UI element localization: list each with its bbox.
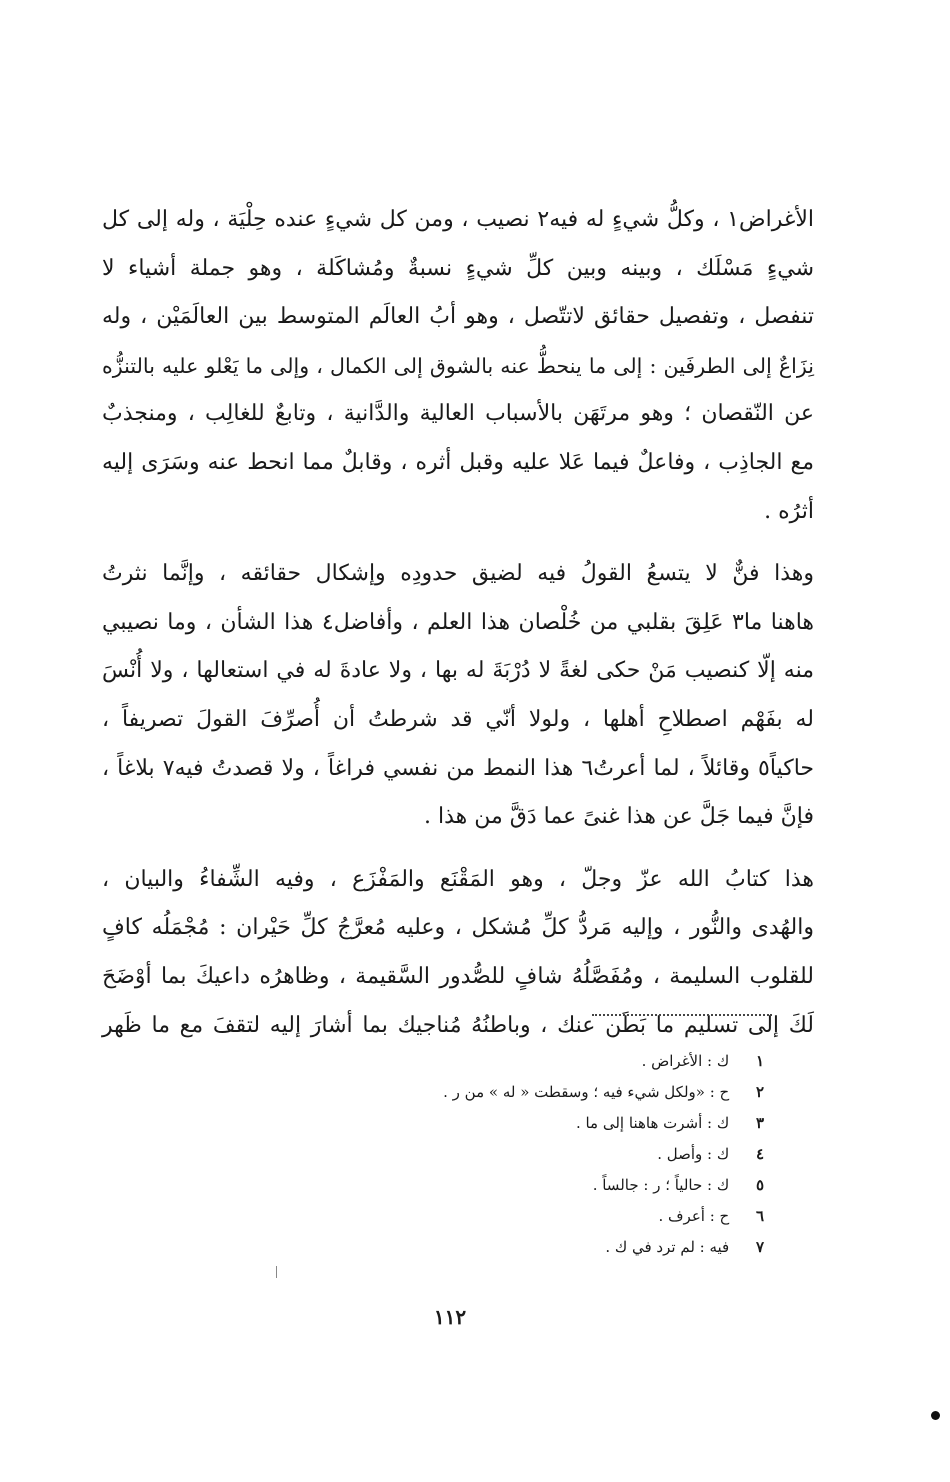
text-line: هذا كتابُ الله عزّ وجلّ ، وهو المَقْنَع والمَفْزَع ، وفيه الشِّفاءُ والبيان ، bbox=[102, 866, 814, 892]
footnote-number: ٦ bbox=[755, 1207, 764, 1225]
text-line: شيءٍ مَسْلَك ، وبينه وبين كلِّ شيءٍ نسبةٌ ومُشاكَلة ، وهو جملة أشياء لا bbox=[102, 255, 814, 281]
footnote-number: ١ bbox=[755, 1052, 764, 1070]
footnote bbox=[443, 1201, 764, 1232]
footnote-text: ح : أعرف . bbox=[658, 1207, 730, 1225]
footnote-number: ٥ bbox=[755, 1176, 764, 1194]
page-number: ١١٢ bbox=[433, 1305, 467, 1329]
footnote-text: ح : «ولكل شيء فيه ؛ وسقطت « له » من ر . bbox=[443, 1083, 730, 1101]
footnote-number: ٣ bbox=[755, 1114, 764, 1132]
text-line: عن النّقصان ؛ وهو مرتَهَن بالأسباب العالية والدَّانية ، وتابعٌ للغالِب ، ومنجذبٌ bbox=[102, 401, 814, 427]
footnote-text: فيه : لم ترد في ك . bbox=[605, 1238, 730, 1256]
footnote bbox=[443, 1139, 764, 1170]
footnotes-list bbox=[443, 1046, 764, 1263]
footnote-text: ك : حالياً ؛ ر : جالساً . bbox=[592, 1176, 730, 1194]
text-line: للقلوب السليمة ، ومُفَصَّلُهُ شافٍ للصُّدور السَّقيمة ، وظاهرُه داعيكَ بما أوْضَحَ bbox=[102, 963, 814, 989]
footnote-number: ٢ bbox=[755, 1083, 764, 1101]
footnote-text: ك : وأصل . bbox=[657, 1145, 730, 1163]
footnote-number: ٧ bbox=[755, 1238, 764, 1256]
body-text bbox=[102, 196, 814, 1050]
footnote-separator bbox=[592, 1014, 772, 1016]
footnote bbox=[443, 1108, 764, 1139]
text-line: هاهنا ما٣ عَلِقَ بقلبي من خُلْصان هذا العلم ، وأفاضل٤ هذا الشأن ، وما نصيبي bbox=[102, 609, 815, 635]
text-line: له بفَهْم اصطلاحِ أهلها ، ولولا أنّي قد شرطتُ أن أُصرِّفَ القولَ تصريفاً ، bbox=[102, 706, 814, 732]
text-line: والهُدى والنُّور ، وإليه مَردُّ كلِّ مُشكل ، وعليه مُعرَّجُ كلِّ حَيْران : مُجْمَلُه كافٍ bbox=[102, 915, 814, 941]
scan-dot bbox=[931, 1411, 940, 1420]
footnote bbox=[443, 1170, 764, 1201]
footnote bbox=[443, 1046, 764, 1077]
text-line: منه إلّا كنصيب مَنْ حكى لغةً لا دُرْبَةَ له بها ، ولا عادةَ له في استعالها ، ولا أُنْسَ bbox=[102, 658, 814, 684]
text-line: حاكياً٥ وقائلاً ، لما أعرتُ٦ هذا النمط من نفسي فراغاً ، ولا قصدتُ فيه٧ بلاغاً ، bbox=[102, 755, 814, 781]
paragraph-2 bbox=[102, 550, 814, 842]
text-line: تنفصل ، وتفصيل حقائق لاتتّصل ، وهو أبُ العالَم المتوسط بين العالَمَيْن ، وله bbox=[102, 304, 814, 330]
text-line: مع الجاذِب ، وفاعلٌ فيما عَلا عليه وقبل أثره ، وقابلٌ مما انحط عنه وسَرَى إليه bbox=[102, 449, 814, 475]
paragraph-1 bbox=[102, 196, 814, 536]
footnote-text: ك : أشرت هاهنا إلى ما . bbox=[575, 1114, 730, 1132]
text-line: لَكَ إلى تسليم ما بَطَن عنك ، وباطنُهُ مُناجيك بما أشارَ إليه لتقفَ مع ما ظَهر bbox=[102, 1012, 814, 1038]
text-line: أثرُه . bbox=[764, 498, 814, 524]
text-line: الأغراض١ ، وكلُّ شيءٍ له فيه٢ نصيب ، ومن كل شيءٍ عنده حِلْيَة ، وله إلى كل bbox=[102, 207, 814, 232]
footnote bbox=[443, 1232, 764, 1263]
scan-mark bbox=[276, 1266, 277, 1278]
footnote bbox=[443, 1077, 764, 1108]
text-line: وهذا فنٌّ لا يتسعُ القولُ فيه لضيق حدودِه وإشكال حقائقه ، وإنَّما نثرتُ bbox=[102, 561, 814, 587]
footnote-number: ٤ bbox=[755, 1145, 764, 1163]
footnote-text: ك : الأغراض . bbox=[641, 1052, 730, 1070]
text-line: فإنَّ فيما جَلَّ عن هذا غنىً عما دَقَّ من هذا . bbox=[424, 804, 814, 830]
text-line: نِزَاعٌ إلى الطرفَين : إلى ما ينحطُّ عنه بالشوق إلى الكمال ، وإلى ما يَعْلو عليه بالتنزُّه bbox=[102, 353, 814, 378]
paragraph-3 bbox=[102, 856, 814, 1050]
